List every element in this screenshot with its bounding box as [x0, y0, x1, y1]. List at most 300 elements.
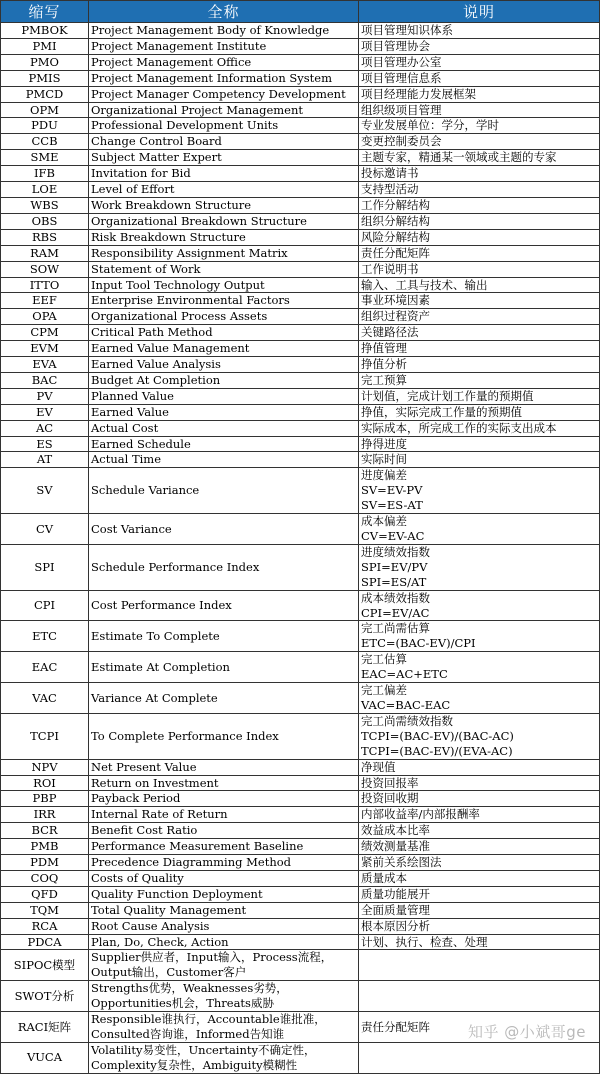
table-row [1, 652, 600, 683]
full-name-cell [89, 86, 359, 102]
full-name-line: Variance At Complete [91, 690, 218, 705]
description-cell [359, 166, 600, 182]
full-name-line: Benefit Cost Ratio [91, 823, 198, 838]
table-row [1, 759, 600, 775]
abbr-cell: PMB [1, 839, 89, 855]
description-cell [359, 309, 600, 325]
table-row [1, 86, 600, 102]
full-name-cell [89, 652, 359, 683]
table-row [1, 918, 600, 934]
abbr-cell: TQM [1, 902, 89, 918]
full-name-line: Risk Breakdown Structure [91, 229, 246, 244]
abbr-cell: RACI矩阵 [1, 1012, 89, 1043]
full-name-cell [89, 886, 359, 902]
description-cell [359, 325, 600, 341]
full-name-line: Subject Matter Expert [91, 150, 222, 165]
description-cell [359, 713, 600, 759]
full-name-line: Critical Path Method [91, 325, 213, 340]
abbr-cell: ES [1, 436, 89, 452]
table-row [1, 886, 600, 902]
description-cell [359, 277, 600, 293]
description-line: 工作说明书 [361, 261, 419, 276]
description-line: 主题专家，精通某一领域或主题的专家 [361, 150, 557, 165]
full-name-line: Actual Time [91, 452, 162, 467]
abbr-cell: ITTO [1, 277, 89, 293]
table-row [1, 23, 600, 39]
description-cell [359, 791, 600, 807]
description-line: 挣得进度 [361, 436, 407, 451]
table-row [1, 544, 600, 590]
table-row [1, 683, 600, 714]
abbr-cell: SME [1, 150, 89, 166]
abbr-cell: RCA [1, 918, 89, 934]
full-name-cell [89, 839, 359, 855]
full-name-cell [89, 102, 359, 118]
abbr-cell: QFD [1, 886, 89, 902]
full-name-line: Schedule Variance [91, 483, 200, 498]
full-name-line: Budget At Completion [91, 372, 221, 387]
full-name-line: Responsibility Assignment Matrix [91, 245, 288, 260]
full-name-line: Root Cause Analysis [91, 918, 210, 933]
description-cell [359, 102, 600, 118]
description-line: 完工尚需估算 [361, 621, 430, 636]
full-name-cell [89, 325, 359, 341]
abbr-cell: RAM [1, 245, 89, 261]
full-name-cell [89, 514, 359, 545]
abbr-cell: WBS [1, 197, 89, 213]
abbr-cell: AC [1, 420, 89, 436]
description-cell [359, 197, 600, 213]
full-name-line: Earned Schedule [91, 436, 191, 451]
table-row [1, 404, 600, 420]
table-row [1, 277, 600, 293]
full-name-line: Payback Period [91, 791, 181, 806]
description-line: 投资回报率 [361, 775, 419, 790]
description-line: 绩效测量基准 [361, 839, 430, 854]
table-row [1, 823, 600, 839]
abbr-cell: SIPOC模型 [1, 950, 89, 981]
abbr-cell: PDM [1, 855, 89, 871]
description-cell [359, 775, 600, 791]
description-line: 项目经理能力发展框架 [361, 86, 476, 101]
full-name-line: Internal Rate of Return [91, 807, 228, 822]
description-cell [359, 590, 600, 621]
description-line: 挣值分析 [361, 357, 407, 372]
table-body [1, 23, 600, 1074]
full-name-line: Project Manager Competency Development [91, 86, 346, 101]
full-name-line: Earned Value Management [91, 341, 250, 356]
full-name-line: To Complete Performance Index [91, 728, 279, 743]
full-name-line: Volatility易变性，Uncertainty不确定性， [91, 1042, 316, 1057]
full-name-line: Return on Investment [91, 775, 219, 790]
description-line: 紧前关系绘图法 [361, 855, 442, 870]
abbr-cell: PDU [1, 118, 89, 134]
description-cell [359, 950, 600, 981]
table-row [1, 839, 600, 855]
description-cell [359, 54, 600, 70]
description-line: 变更控制委员会 [361, 134, 442, 149]
full-name-cell [89, 950, 359, 981]
full-name-cell [89, 855, 359, 871]
table-row [1, 309, 600, 325]
description-line: 支持型活动 [361, 182, 419, 197]
full-name-cell [89, 1012, 359, 1043]
full-name-line: Invitation for Bid [91, 166, 191, 181]
abbr-cell: SWOT分析 [1, 981, 89, 1012]
table-row [1, 807, 600, 823]
description-cell [359, 1042, 600, 1073]
abbr-cell: IFB [1, 166, 89, 182]
description-cell [359, 372, 600, 388]
abbr-cell: CPM [1, 325, 89, 341]
description-line: 根本原因分析 [361, 918, 430, 933]
description-line: 成本绩效指数 [361, 590, 430, 605]
abbr-cell: PMIS [1, 70, 89, 86]
full-name-cell [89, 372, 359, 388]
description-cell [359, 229, 600, 245]
description-line: 组织分解结构 [361, 213, 430, 228]
abbr-cell: PMCD [1, 86, 89, 102]
abbr-cell: OPM [1, 102, 89, 118]
full-name-cell [89, 357, 359, 373]
abbr-cell: ETC [1, 621, 89, 652]
table-row [1, 197, 600, 213]
full-name-line: Quality Function Deployment [91, 886, 263, 901]
full-name-cell [89, 118, 359, 134]
table-row [1, 293, 600, 309]
description-cell [359, 134, 600, 150]
abbr-cell: IRR [1, 807, 89, 823]
description-cell [359, 886, 600, 902]
description-line: TCPI=(BAC-EV)/(BAC-AC) [361, 728, 514, 743]
table-row [1, 134, 600, 150]
description-line: 责任分配矩阵 [361, 1019, 430, 1034]
table-row [1, 150, 600, 166]
full-name-cell [89, 150, 359, 166]
description-cell [359, 118, 600, 134]
abbr-cell: SPI [1, 544, 89, 590]
full-name-cell [89, 683, 359, 714]
table-row [1, 420, 600, 436]
full-name-cell [89, 54, 359, 70]
full-name-line: Input Tool Technology Output [91, 277, 265, 292]
full-name-cell [89, 245, 359, 261]
abbr-cell: AT [1, 452, 89, 468]
abbr-cell: COQ [1, 870, 89, 886]
abbr-cell: ROI [1, 775, 89, 791]
full-name-cell [89, 261, 359, 277]
description-line: TCPI=(BAC-EV)/(EVA-AC) [361, 743, 513, 758]
table-row [1, 341, 600, 357]
full-name-cell [89, 807, 359, 823]
description-line: EAC=AC+ETC [361, 667, 448, 682]
full-name-line: Responsible谁执行，Accountable谁批准， [91, 1012, 326, 1027]
abbr-cell: PBP [1, 791, 89, 807]
description-line: 风险分解结构 [361, 229, 430, 244]
table-row [1, 118, 600, 134]
table-row [1, 775, 600, 791]
description-line: SV=ES-AT [361, 498, 423, 513]
full-name-line: Organizational Project Management [91, 102, 304, 117]
full-name-line: Project Management Body of Knowledge [91, 23, 330, 37]
description-cell [359, 357, 600, 373]
description-cell [359, 934, 600, 950]
full-name-line: Net Present Value [91, 759, 197, 774]
full-name-cell [89, 590, 359, 621]
full-name-line: Costs of Quality [91, 870, 184, 885]
full-name-line: Level of Effort [91, 182, 175, 197]
description-line: CV=EV-AC [361, 529, 425, 543]
full-name-cell [89, 1042, 359, 1073]
full-name-cell [89, 981, 359, 1012]
table-row [1, 372, 600, 388]
description-line: 责任分配矩阵 [361, 245, 430, 260]
abbr-cell: OPA [1, 309, 89, 325]
full-name-line: Output输出，Customer客户 [91, 965, 247, 980]
table-row [1, 452, 600, 468]
table-row [1, 70, 600, 86]
full-name-line: Organizational Process Assets [91, 309, 268, 324]
full-name-cell [89, 775, 359, 791]
full-name-line: Statement of Work [91, 261, 201, 276]
table-row [1, 870, 600, 886]
full-name-line: Performance Measurement Baseline [91, 839, 304, 854]
description-cell [359, 341, 600, 357]
description-cell [359, 855, 600, 871]
description-line: 项目管理信息系 [361, 70, 442, 85]
description-cell [359, 452, 600, 468]
table-row [1, 357, 600, 373]
description-line: 输入、工具与技术、输出 [361, 277, 488, 292]
full-name-cell [89, 197, 359, 213]
table-row [1, 791, 600, 807]
full-name-cell [89, 404, 359, 420]
full-name-line: Opportunities机会，Threats威胁 [91, 996, 274, 1011]
full-name-line: Planned Value [91, 388, 174, 403]
table-row [1, 261, 600, 277]
abbr-cell: BCR [1, 823, 89, 839]
abbr-cell: SOW [1, 261, 89, 277]
table-row [1, 54, 600, 70]
description-cell [359, 23, 600, 39]
header-abbr: 缩写 [1, 1, 89, 23]
full-name-cell [89, 452, 359, 468]
description-line: VAC=BAC-EAC [361, 697, 451, 712]
description-line: 投资回收期 [361, 791, 419, 806]
table-row [1, 38, 600, 54]
description-line: 成本偏差 [361, 514, 407, 529]
description-cell [359, 823, 600, 839]
table-row [1, 934, 600, 950]
full-name-cell [89, 468, 359, 514]
table-row [1, 981, 600, 1012]
full-name-line: Strengths优势，Weaknesses劣势， [91, 981, 288, 996]
header-description: 说明 [359, 1, 600, 23]
table-row [1, 713, 600, 759]
abbr-cell: EVM [1, 341, 89, 357]
table-row [1, 468, 600, 514]
full-name-cell [89, 823, 359, 839]
full-name-line: Professional Development Units [91, 118, 279, 133]
description-line: 投标邀请书 [361, 166, 419, 181]
description-cell [359, 544, 600, 590]
abbr-cell: NPV [1, 759, 89, 775]
abbr-cell: EV [1, 404, 89, 420]
full-name-cell [89, 309, 359, 325]
abbr-cell: CPI [1, 590, 89, 621]
full-name-cell [89, 293, 359, 309]
full-name-cell [89, 182, 359, 198]
description-cell [359, 683, 600, 714]
description-line: SPI=ES/AT [361, 574, 427, 589]
description-line: 完工估算 [361, 652, 407, 667]
full-name-line: Estimate To Complete [91, 628, 220, 643]
description-line: 计划、执行、检查、处理 [361, 934, 488, 949]
full-name-cell [89, 934, 359, 950]
full-name-cell [89, 870, 359, 886]
table-row [1, 182, 600, 198]
table-row [1, 590, 600, 621]
full-name-line: Supplier供应者，Input输入，Process流程， [91, 950, 333, 965]
full-name-cell [89, 713, 359, 759]
abbr-cell: VUCA [1, 1042, 89, 1073]
description-line: 实际成本，所完成工作的实际支出成本 [361, 420, 557, 435]
table-row [1, 166, 600, 182]
description-cell [359, 759, 600, 775]
description-line: 计划值，完成计划工作量的预期值 [361, 388, 534, 403]
description-line: 挣值管理 [361, 341, 407, 356]
full-name-cell [89, 388, 359, 404]
full-name-line: Cost Variance [91, 521, 172, 536]
abbr-cell: PV [1, 388, 89, 404]
abbr-cell: EEF [1, 293, 89, 309]
description-line: 项目管理协会 [361, 38, 430, 53]
table-row [1, 1042, 600, 1073]
table-row [1, 950, 600, 981]
table-row [1, 102, 600, 118]
table-row [1, 245, 600, 261]
full-name-cell [89, 420, 359, 436]
abbr-cell: BAC [1, 372, 89, 388]
description-line: 实际时间 [361, 452, 407, 467]
full-name-line: Enterprise Environmental Factors [91, 293, 290, 308]
abbr-cell: PMO [1, 54, 89, 70]
table-row [1, 213, 600, 229]
table-row [1, 902, 600, 918]
description-cell [359, 420, 600, 436]
full-name-line: Project Management Institute [91, 38, 267, 53]
abbr-cell: EVA [1, 357, 89, 373]
description-line: 进度偏差 [361, 468, 407, 483]
table-row [1, 855, 600, 871]
full-name-cell [89, 791, 359, 807]
table-row [1, 388, 600, 404]
abbr-cell: PDCA [1, 934, 89, 950]
abbr-cell: CV [1, 514, 89, 545]
full-name-cell [89, 341, 359, 357]
description-cell [359, 404, 600, 420]
full-name-cell [89, 70, 359, 86]
abbr-cell: RBS [1, 229, 89, 245]
header-full-name: 全称 [89, 1, 359, 23]
description-cell [359, 652, 600, 683]
description-line: 完工偏差 [361, 683, 407, 698]
description-line: 专业发展单位：学分，学时 [361, 118, 499, 133]
full-name-line: Work Breakdown Structure [91, 197, 252, 212]
description-line: SV=EV-PV [361, 483, 423, 498]
description-cell [359, 839, 600, 855]
description-line: 挣值，实际完成工作量的预期值 [361, 404, 522, 419]
description-line: 组织过程资产 [361, 309, 430, 324]
description-cell [359, 38, 600, 54]
description-cell [359, 468, 600, 514]
full-name-line: Earned Value [91, 404, 169, 419]
full-name-cell [89, 38, 359, 54]
table-row [1, 436, 600, 452]
description-cell [359, 86, 600, 102]
full-name-cell [89, 436, 359, 452]
description-line: 质量成本 [361, 870, 407, 885]
full-name-line: Precedence Diagramming Method [91, 855, 292, 870]
full-name-line: Change Control Board [91, 134, 222, 149]
full-name-cell [89, 902, 359, 918]
full-name-cell [89, 544, 359, 590]
description-cell [359, 182, 600, 198]
description-cell [359, 902, 600, 918]
watermark: 知乎 @小斌哥ge [467, 1023, 586, 1041]
abbr-cell: EAC [1, 652, 89, 683]
description-line: 净现值 [361, 759, 396, 774]
description-line: 项目管理办公室 [361, 54, 442, 69]
full-name-line: Plan, Do, Check, Action [91, 934, 229, 949]
description-cell [359, 213, 600, 229]
description-line: 完工尚需绩效指数 [361, 713, 453, 728]
description-cell [359, 245, 600, 261]
description-line: SPI=EV/PV [361, 559, 428, 574]
description-line: 内部收益率/内部报酬率 [361, 807, 480, 822]
description-line: CPI=EV/AC [361, 605, 430, 620]
description-line: 项目管理知识体系 [361, 23, 453, 37]
full-name-line: Project Management Office [91, 54, 252, 69]
full-name-cell [89, 23, 359, 39]
description-cell [359, 388, 600, 404]
abbr-cell: VAC [1, 683, 89, 714]
abbr-cell: PMBOK [1, 23, 89, 39]
header-row [1, 1, 600, 23]
full-name-cell [89, 213, 359, 229]
full-name-line: Project Management Information System [91, 70, 332, 85]
full-name-line: Actual Cost [91, 420, 159, 435]
description-cell [359, 150, 600, 166]
description-line: 关键路径法 [361, 325, 419, 340]
full-name-cell [89, 277, 359, 293]
description-cell [359, 918, 600, 934]
full-name-line: Earned Value Analysis [91, 357, 221, 372]
full-name-line: Schedule Performance Index [91, 559, 260, 574]
description-line: 全面质量管理 [361, 902, 430, 917]
full-name-line: Total Quality Management [91, 902, 247, 917]
full-name-cell [89, 229, 359, 245]
description-line: ETC=(BAC-EV)/CPI [361, 636, 476, 651]
description-cell [359, 436, 600, 452]
table-row [1, 621, 600, 652]
abbr-cell: TCPI [1, 713, 89, 759]
description-cell [359, 293, 600, 309]
description-line: 事业环境因素 [361, 293, 430, 308]
full-name-cell [89, 134, 359, 150]
full-name-line: Consulted咨询谁，Informed告知谁 [91, 1027, 285, 1041]
description-cell [359, 261, 600, 277]
